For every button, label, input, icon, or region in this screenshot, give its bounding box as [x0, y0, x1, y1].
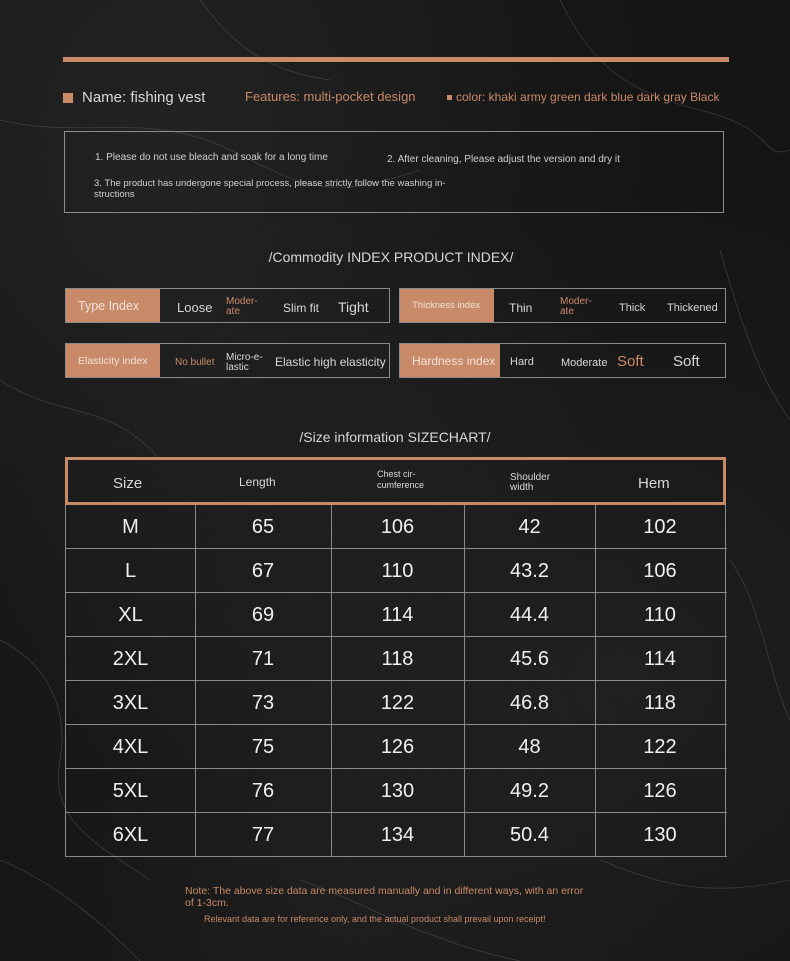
table-cell: 106 — [380, 515, 415, 538]
type-option-tight: Tight — [338, 299, 369, 315]
table-cell: 43.2 — [510, 559, 549, 582]
table-cell: M — [122, 515, 139, 538]
thickness-index-box — [399, 288, 726, 323]
header-chest-2: cumference — [377, 480, 425, 490]
table-cell: 114 — [644, 647, 676, 670]
care-note-2: 2. After cleaning, Please adjust the version and dry it — [387, 154, 620, 165]
table-cell: 118 — [381, 647, 414, 670]
top-accent-bar — [63, 57, 729, 62]
table-row — [66, 593, 727, 637]
table-cell: 5XL — [112, 779, 149, 802]
table-cell: 122 — [380, 691, 415, 714]
table-cell: 126 — [380, 735, 415, 758]
table-cell: 6XL — [112, 823, 149, 846]
table-cell: 44.4 — [510, 603, 549, 626]
footer-note-line1: Note: The above size data are measured manually and in different ways, with an error — [185, 885, 584, 897]
table-cell: 75 — [251, 735, 275, 758]
type-index-label: Type Index — [66, 289, 160, 322]
table-cell: 130 — [380, 779, 415, 802]
table-row — [66, 813, 727, 857]
table-cell: 71 — [251, 647, 275, 670]
thickness-option-thick: Thick — [619, 302, 646, 314]
care-note-1: 1. Please do not use bleach and soak for a long time — [95, 152, 328, 163]
product-colors: color: khaki army green dark blue dark gray Black — [456, 90, 720, 104]
bullet-square-small — [447, 95, 452, 100]
table-cell: L — [124, 559, 137, 582]
table-row — [66, 637, 727, 681]
footer-note-line3: Relevant data are for reference only, and the actual product shall prevail upon receipt! — [204, 914, 546, 924]
size-chart-header — [65, 457, 726, 505]
table-cell: 46.8 — [510, 691, 549, 714]
hardness-index-box — [399, 343, 726, 378]
table-cell: 45.6 — [510, 647, 549, 670]
table-cell: 67 — [251, 559, 275, 582]
table-row — [66, 505, 727, 549]
type-option-slim-fit: Slim fit — [283, 301, 319, 315]
table-cell: 126 — [643, 779, 677, 802]
elasticity-index-box — [65, 343, 390, 378]
care-note-3-line1: 3. The product has undergone special process, please strictly follow the washing in- — [94, 178, 446, 189]
table-cell: 65 — [251, 515, 275, 538]
table-cell: 48 — [518, 735, 541, 758]
elasticity-index-label: Elasticity index — [66, 344, 160, 377]
hardness-option-soft-2: Soft — [673, 353, 700, 370]
table-cell: 77 — [251, 823, 275, 846]
elasticity-option-micro-1: Micro-e- — [226, 352, 263, 363]
hardness-index-label: Hardness index — [400, 344, 500, 377]
table-cell: 73 — [251, 691, 275, 714]
table-cell: 49.2 — [510, 779, 549, 802]
hardness-option-soft-1: Soft — [617, 353, 644, 370]
table-cell: XL — [118, 603, 143, 626]
size-section-title: /Size information SIZECHART/ — [299, 429, 491, 445]
type-option-moderate-2: ate — [226, 306, 240, 317]
thickness-option-moderate-2: ate — [560, 306, 574, 317]
table-cell: 3XL — [112, 691, 149, 714]
table-row — [66, 681, 727, 725]
type-index-box — [65, 288, 390, 323]
thickness-option-thin: Thin — [509, 301, 533, 315]
footer-note-line2: of 1-3cm. — [185, 897, 229, 909]
table-cell: 69 — [251, 603, 275, 626]
product-features: Features: multi-pocket design — [245, 89, 416, 104]
table-row — [66, 769, 727, 813]
bullet-square — [63, 93, 73, 103]
table-cell: 114 — [381, 603, 414, 626]
size-chart-table — [65, 505, 726, 857]
type-option-loose: Loose — [177, 300, 213, 315]
header-shoulder-1: Shoulder — [510, 472, 551, 483]
care-note-3-line2: structions — [94, 189, 135, 200]
table-cell: 42 — [518, 515, 541, 538]
header-chest-1: Chest cir- — [377, 469, 416, 479]
type-option-moderate-1: Moder- — [226, 296, 258, 307]
hardness-option-hard: Hard — [510, 356, 534, 368]
header-size: Size — [113, 475, 143, 492]
table-cell: 122 — [643, 735, 677, 758]
table-cell: 130 — [643, 823, 677, 846]
hardness-option-moderate: Moderate — [561, 357, 608, 369]
thickness-index-label: Thickness index — [400, 289, 494, 322]
table-cell: 76 — [251, 779, 275, 802]
table-cell: 2XL — [112, 647, 149, 670]
table-cell: 106 — [643, 559, 677, 582]
product-name: Name: fishing vest — [82, 89, 206, 106]
elasticity-option-no-bullet: No bullet — [175, 357, 215, 368]
thickness-option-thickened: Thickened — [667, 302, 718, 314]
care-notes-box — [64, 131, 724, 213]
table-cell: 102 — [643, 515, 677, 538]
table-cell: 110 — [644, 603, 676, 626]
table-row — [66, 725, 727, 769]
table-row — [66, 549, 727, 593]
table-cell: 118 — [644, 691, 676, 714]
header-length: Length — [239, 475, 276, 489]
index-section-title: /Commodity INDEX PRODUCT INDEX/ — [268, 249, 514, 265]
thickness-option-moderate-1: Moder- — [560, 296, 592, 307]
header-shoulder-2: width — [510, 482, 534, 493]
header-hem: Hem — [638, 475, 670, 492]
table-cell: 4XL — [112, 735, 149, 758]
elasticity-option-high: Elastic high elasticity — [275, 355, 386, 369]
table-cell: 50.4 — [510, 823, 549, 846]
elasticity-option-micro-2: lastic — [226, 362, 249, 373]
table-cell: 110 — [381, 559, 414, 582]
table-cell: 134 — [380, 823, 415, 846]
